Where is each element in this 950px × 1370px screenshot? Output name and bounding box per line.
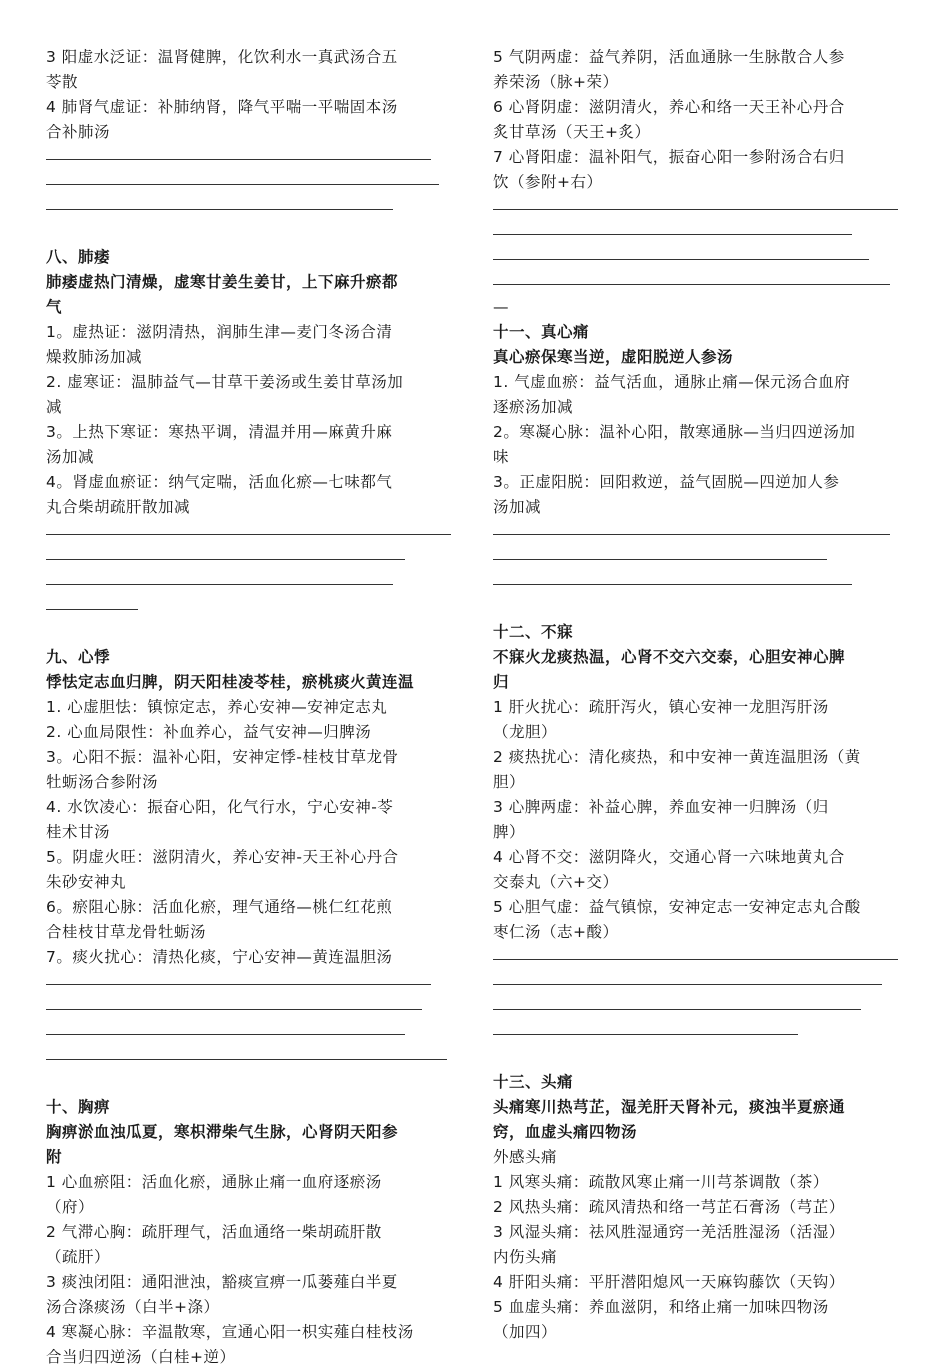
- text-line: 合桂枝甘草龙骨牡蛎汤: [46, 923, 207, 941]
- text-line: 4. 水饮凌心：振奋心阳，化气行水，宁心安神-苓: [46, 798, 394, 816]
- text-line: 1. 心虚胆怯：镇惊定志，养心安神—安神定志丸: [46, 698, 388, 716]
- text-line: 牡蛎汤合参附汤: [46, 773, 159, 791]
- section-heading-line: 真心瘀保寒当逆，虚阳脱逆人参汤: [493, 348, 734, 366]
- text-line: 6。瘀阻心脉：活血化瘀，理气通络—桃仁红花煎: [46, 898, 393, 916]
- text-line: 3 痰浊闭阻：通阳泄浊，豁痰宣痹一瓜蒌薤白半夏: [46, 1273, 398, 1291]
- spacer: [46, 620, 464, 645]
- text-line: 5 血虚头痛：养血滋阴，和络止痛一加味四物汤: [493, 1298, 829, 1316]
- text-line: 3。心阳不振：温补心阳，安神定悸-桂枝甘草龙骨: [46, 748, 399, 766]
- text-line: 4 肝阳头痛：平肝潜阳熄风一天麻钩藤饮（天钩）: [493, 1273, 845, 1291]
- text-line: 5。阴虚火旺：滋阴清火，养心安神-天王补心丹合: [46, 848, 399, 866]
- text-line: 5 气阴两虚：益气养阴，活血通脉一生脉散合人参: [493, 48, 845, 66]
- text-line: 1 风寒头痛：疏散风寒止痛一川芎茶调散（茶）: [493, 1173, 829, 1191]
- spacer: [493, 1045, 911, 1070]
- section-heading-line: 悸怯定志血归脾，阴天阳桂凌苓桂，瘀桃痰火黄连温: [46, 673, 415, 691]
- text-line: 朱砂安神丸: [46, 873, 127, 891]
- section-heading-line: 气: [46, 298, 63, 316]
- text-line: 2. 虚寒证：温肺益气—甘草干姜汤或生姜甘草汤加: [46, 373, 404, 391]
- section-heading-line: 十三、头痛: [493, 1073, 574, 1091]
- section-heading-line: 附: [46, 1148, 63, 1166]
- text-line: 3 心脾两虚：补益心脾，养血安神一归脾汤（归: [493, 798, 829, 816]
- separator-rule: [46, 520, 464, 545]
- separator-rule: [493, 220, 911, 245]
- text-line: 外感头痛: [493, 1148, 558, 1166]
- text-line: 3。正虚阳脱：回阳救逆，益气固脱—四逆加人参: [493, 473, 840, 491]
- text-line: 7 心肾阳虚：温补阳气，振奋心阳一参附汤合右归: [493, 148, 845, 166]
- text-line: （疏肝）: [46, 1248, 111, 1266]
- spacer: [46, 1070, 464, 1095]
- text-line: 交泰丸（六+交）: [493, 873, 619, 891]
- text-line: 1。虚热证：滋阴清热，润肺生津—麦门冬汤合清: [46, 323, 393, 341]
- text-line: 养荣汤（脉+荣）: [493, 73, 619, 91]
- text-line: 燥救肺汤加减: [46, 348, 143, 366]
- text-line: 汤加减: [46, 448, 95, 466]
- text-line: 2 痰热扰心：清化痰热，和中安神一黄连温胆汤（黄: [493, 748, 861, 766]
- text-line: 4 寒凝心脉：辛温散寒，宣通心阳一枳实薤白桂枝汤: [46, 1323, 414, 1341]
- section-heading-line: 十、胸痹: [46, 1098, 111, 1116]
- section-heading-line: 窍，血虚头痛四物汤: [493, 1123, 638, 1141]
- text-line: （龙胆）: [493, 723, 558, 741]
- text-line: （加四）: [493, 1323, 558, 1341]
- separator-rule: [493, 520, 911, 545]
- text-line: —: [493, 298, 509, 316]
- separator-rule: [493, 245, 911, 270]
- section-heading-line: 九、心悸: [46, 648, 111, 666]
- text-line: 1 心血瘀阻：活血化瘀，通脉止痛一血府逐瘀汤: [46, 1173, 382, 1191]
- separator-rule: [46, 995, 464, 1020]
- section-heading-line: 十二、不寐: [493, 623, 574, 641]
- text-line: 2 风热头痛：疏风清热和络一芎芷石膏汤（芎芷）: [493, 1198, 845, 1216]
- text-line: 汤加减: [493, 498, 542, 516]
- text-line: 合当归四逆汤（白桂+逆）: [46, 1348, 236, 1366]
- text-line: 3。上热下寒证：寒热平调，清温并用—麻黄升麻: [46, 423, 393, 441]
- text-line: 7。痰火扰心：清热化痰，宁心安神—黄连温胆汤: [46, 948, 393, 966]
- text-line: 2. 心血局限性：补血养心，益气安神—归脾汤: [46, 723, 372, 741]
- left-column: [46, 45, 464, 1370]
- text-line: 逐瘀汤加减: [493, 398, 574, 416]
- text-line: 枣仁汤（志+酸）: [493, 923, 619, 941]
- text-line: 2。寒凝心脉：温补心阳，散寒通脉—当归四逆汤加: [493, 423, 856, 441]
- separator-rule: [46, 145, 464, 170]
- separator-rule: [46, 970, 464, 995]
- separator-rule: [493, 270, 911, 295]
- text-line: 3 阳虚水泛证：温肾健脾，化饮利水一真武汤合五: [46, 48, 398, 66]
- section-heading-line: 胸痹淤血浊瓜夏，寒枳滞柴气生脉，心肾阴天阳参: [46, 1123, 399, 1141]
- spacer: [46, 220, 464, 245]
- separator-rule: [493, 195, 911, 220]
- separator-rule: [493, 995, 911, 1020]
- separator-rule: [493, 545, 911, 570]
- separator-rule: [46, 595, 464, 620]
- text-line: 脾）: [493, 823, 526, 841]
- text-line: 1. 气虚血瘀：益气活血，通脉止痛—保元汤合血府: [493, 373, 851, 391]
- separator-rule: [46, 545, 464, 570]
- text-line: 6 心肾阴虚：滋阴清火，养心和络一天王补心丹合: [493, 98, 845, 116]
- section-heading-line: 不寐火龙痰热温，心肾不交六交泰，心胆安神心脾: [493, 648, 846, 666]
- section-heading-line: 头痛寒川热芎芷，湿羌肝天肾补元，痰浊半夏瘀通: [493, 1098, 846, 1116]
- text-line: 内伤头痛: [493, 1248, 558, 1266]
- separator-rule: [46, 1020, 464, 1045]
- separator-rule: [46, 170, 464, 195]
- text-line: 4 肺肾气虚证：补肺纳肾，降气平喘一平喘固本汤: [46, 98, 398, 116]
- separator-rule: [46, 195, 464, 220]
- text-line: 合补肺汤: [46, 123, 111, 141]
- text-line: （府）: [46, 1198, 95, 1216]
- separator-rule: [493, 970, 911, 995]
- separator-rule: [493, 570, 911, 595]
- text-line: 汤合涤痰汤（白半+涤）: [46, 1298, 220, 1316]
- text-line: 胆）: [493, 773, 526, 791]
- text-line: 减: [46, 398, 63, 416]
- text-line: 苓散: [46, 73, 79, 91]
- section-heading-line: 归: [493, 673, 510, 691]
- text-line: 3 风湿头痛：祛风胜湿通窍一羌活胜湿汤（活湿）: [493, 1223, 845, 1241]
- separator-rule: [46, 570, 464, 595]
- text-line: 1 肝火扰心：疏肝泻火，镇心安神一龙胆泻肝汤: [493, 698, 829, 716]
- right-column: [493, 45, 911, 1345]
- separator-rule: [493, 1020, 911, 1045]
- text-line: 饮（参附+右）: [493, 173, 603, 191]
- text-line: 4 心肾不交：滋阴降火，交通心肾一六味地黄丸合: [493, 848, 845, 866]
- separator-rule: [493, 945, 911, 970]
- section-heading-line: 十一、真心痛: [493, 323, 590, 341]
- text-line: 桂术甘汤: [46, 823, 111, 841]
- text-line: 4。肾虚血瘀证：纳气定喘，活血化瘀—七味都气: [46, 473, 393, 491]
- text-line: 味: [493, 448, 510, 466]
- text-line: 炙甘草汤（天王+炙）: [493, 123, 651, 141]
- spacer: [493, 595, 911, 620]
- text-line: 丸合柴胡疏肝散加减: [46, 498, 191, 516]
- section-heading-line: 肺痿虚热门清燥，虚寒甘姜生姜甘，上下麻升瘀都: [46, 273, 399, 291]
- text-line: 5 心胆气虚：益气镇惊，安神定志一安神定志丸合酸: [493, 898, 861, 916]
- text-line: 2 气滞心胸：疏肝理气，活血通络一柴胡疏肝散: [46, 1223, 382, 1241]
- separator-rule: [46, 1045, 464, 1070]
- section-heading-line: 八、肺痿: [46, 248, 111, 266]
